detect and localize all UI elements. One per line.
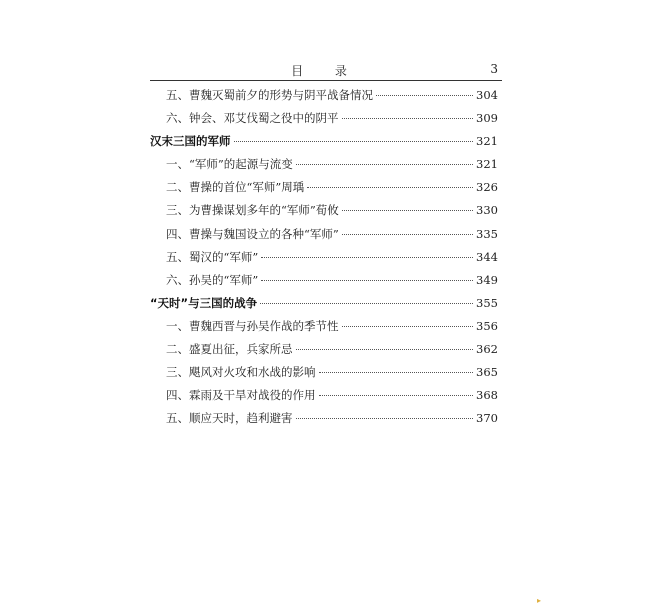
toc-entry-title: 一、“军师”的起源与流变 [166,157,293,172]
dot-leader [307,187,473,188]
toc-section-entry [150,384,498,407]
table-of-contents [150,84,498,430]
page-header [150,60,502,81]
toc-entry-title: “天时”与三国的战争 [150,295,258,310]
toc-entry-title: 六、孙吴的“军师” [166,272,259,287]
dot-leader [342,234,473,235]
dot-leader [260,303,473,304]
dot-leader [342,210,473,211]
dot-leader [342,118,474,119]
toc-entry-title: 二、曹操的首位“军师”周瑀 [166,180,305,195]
toc-section-entry [150,269,498,292]
running-title: 目 录 [291,64,361,78]
toc-section-entry [150,361,498,384]
toc-entry-title: 六、钟会、邓艾伐蜀之役中的阴平 [166,111,339,126]
toc-entry-title: 汉末三国的军师 [150,134,231,149]
toc-entry-page: 326 [476,180,498,195]
toc-section-entry [150,338,498,361]
toc-entry-page: 356 [476,318,498,333]
toc-chapter-entry [150,292,498,315]
toc-entry-page: 370 [476,411,498,426]
dot-leader [376,95,473,96]
toc-entry-title: 三、为曹操谋划多年的“军师”荀攸 [166,203,339,218]
dot-leader [296,418,474,419]
toc-entry-page: 355 [476,295,498,310]
toc-section-entry [150,315,498,338]
corner-mark-icon: ▸ [537,596,542,605]
toc-entry-page: 344 [476,249,498,264]
toc-section-entry [150,223,498,246]
dot-leader [234,141,474,142]
toc-section-entry [150,153,498,176]
toc-entry-title: 四、霖雨及干旱对战役的作用 [166,388,316,403]
toc-entry-title: 五、曹魏灭蜀前夕的形势与阴平战备情况 [166,88,373,102]
dot-leader [342,326,474,327]
toc-entry-page: 362 [476,342,498,357]
toc-entry-title: 一、曹魏西晋与孙吴作战的季节性 [166,318,339,333]
toc-section-entry [150,84,498,107]
toc-section-entry [150,176,498,199]
dot-leader [319,372,474,373]
dot-leader [261,280,473,281]
toc-entry-page: 321 [476,157,498,172]
toc-entry-page: 368 [476,388,498,403]
toc-entry-title: 二、盛夏出征，兵家所忌 [166,342,293,357]
toc-entry-title: 四、曹操与魏国设立的各种“军师” [166,226,339,241]
dot-leader [296,164,473,165]
toc-section-entry [150,199,498,222]
toc-section-entry [150,246,498,269]
toc-entry-title: 五、顺应天时，趋利避害 [166,411,293,426]
header-page-number: 3 [490,62,498,76]
toc-entry-page: 365 [476,365,498,380]
toc-entry-title: 五、蜀汉的“军师” [166,249,259,264]
toc-entry-page: 309 [476,111,498,126]
toc-entry-page: 304 [476,88,498,102]
toc-entry-page: 349 [476,272,498,287]
toc-section-entry [150,107,498,130]
toc-section-entry [150,407,498,430]
dot-leader [319,395,474,396]
toc-entry-page: 330 [476,203,498,218]
dot-leader [296,349,474,350]
toc-entry-title: 三、飓风对火攻和水战的影响 [166,365,316,380]
toc-chapter-entry [150,130,498,153]
toc-entry-page: 335 [476,226,498,241]
dot-leader [261,257,473,258]
toc-entry-page: 321 [476,134,498,149]
